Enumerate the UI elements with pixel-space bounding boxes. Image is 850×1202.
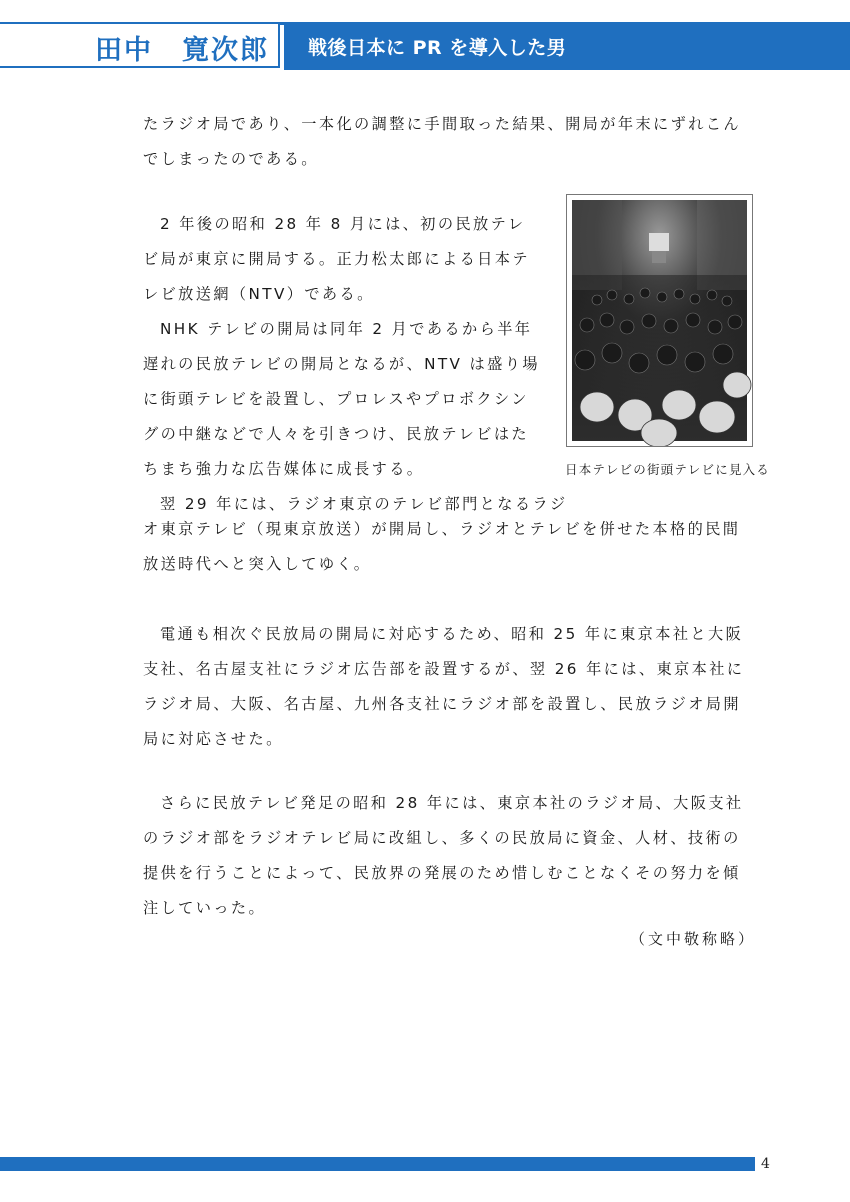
paragraph-2b-text: NHK テレビの開局は同年 2 月であるから半年遅れの民放テレビの開局となるが、NTV は盛り場に街頭テレビを設置し、プロレスやプロボクシングの中継などで人々を引きつけ、民放テレビはたちまち強力な広告媒体に成長する。 xyxy=(143,320,540,478)
paragraph-3-text: オ東京テレビ（現東京放送）が開局し、ラジオとテレビを併せた本格的民間放送時代へと突入してゆく。 xyxy=(143,520,741,573)
author-name: 田中 寛次郎 xyxy=(95,35,269,66)
paragraph-4-text: 電通も相次ぐ民放局の開局に対応するため、昭和 25 年に東京本社と大阪支社、名古屋支社にラジオ広告部を設置するが、翌 26 年には、東京本社にラジオ局、大阪、名古屋、九州各支社にラジオ部を設置し、民放ラジオ局開局に対応させた。 xyxy=(143,625,745,748)
paragraph-2a-text: 2 年後の昭和 28 年 8 月には、初の民放テレビ局が東京に開局する。正力松太郎による日本テレビ放送網（NTV）である。 xyxy=(143,215,530,303)
paragraph-1-text: たラジオ局であり、一本化の調整に手間取った結果、開局が年末にずれこんでしまったのである。 xyxy=(143,115,741,168)
paragraph-5-text: さらに民放テレビ発足の昭和 28 年には、東京本社のラジオ局、大阪支社のラジオ部をラジオテレビ局に改組し、多くの民放局に資金、人材、技術の提供を行うことによって、民放界の発展のため惜しむことなくその努力を傾注していった。 xyxy=(143,794,744,917)
page-number: 4 xyxy=(761,1156,770,1172)
closing-note: （文中敬称略） xyxy=(630,930,757,948)
series-title: 戦後日本に PR を導入した男 xyxy=(308,37,567,59)
crowd-photo-image xyxy=(567,195,752,446)
paragraph-4 xyxy=(143,617,748,757)
paragraph-2 xyxy=(143,207,568,522)
photo-caption: 日本テレビの街頭テレビに見入る xyxy=(565,462,771,477)
paragraph-1 xyxy=(143,107,748,177)
paragraph-3-first-line: 翌 29 年には、ラジオ東京のテレビ部門となるラジ xyxy=(160,495,568,513)
street-tv-photo xyxy=(566,194,753,447)
paragraph-5 xyxy=(143,786,748,926)
footer-bar xyxy=(0,1157,755,1171)
paragraph-3 xyxy=(143,512,748,582)
page-header xyxy=(0,0,850,72)
